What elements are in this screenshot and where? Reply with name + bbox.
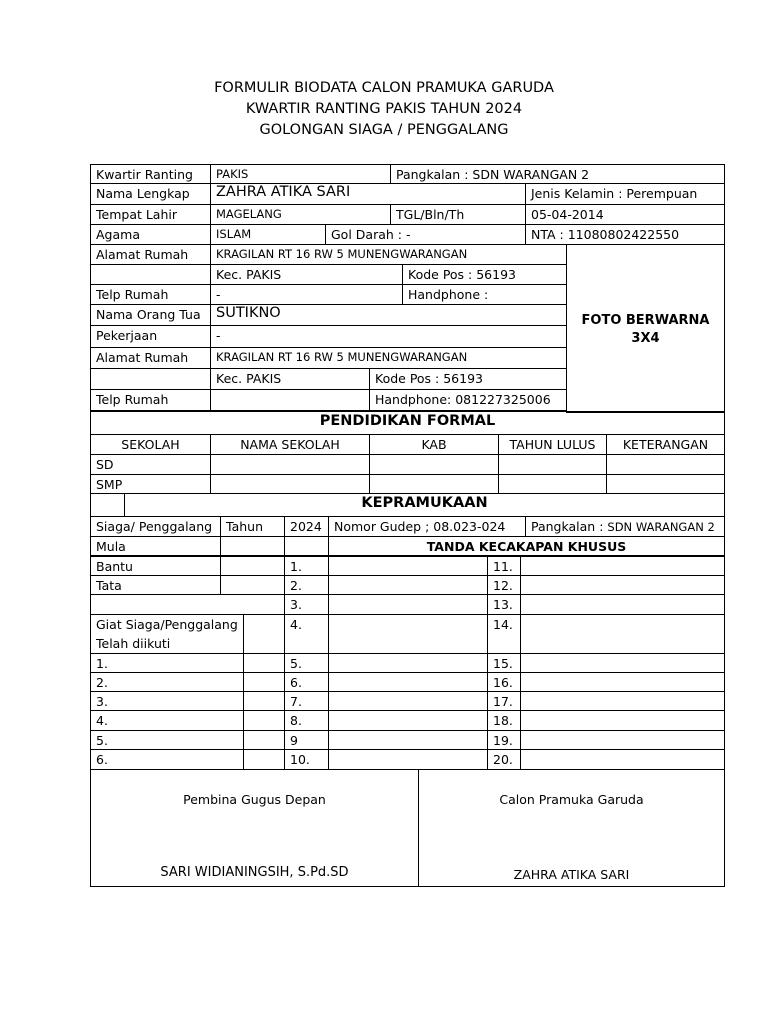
tingkat-bantu: Bantu	[90, 556, 221, 576]
telp-ortu-label: Telp Rumah	[90, 389, 211, 411]
nama-orang-tua-label: Nama Orang Tua	[90, 304, 211, 326]
tkk-number: 16.	[487, 672, 521, 692]
tkk-number: 13.	[487, 594, 521, 615]
tingkat-tahun	[220, 556, 285, 576]
nomor-gudep-field: Nomor Gudep ; 08.023-024	[328, 516, 526, 537]
tkk-entry	[520, 575, 725, 595]
tempat-lahir-value: MAGELANG	[210, 204, 391, 225]
tahun-label: Tahun	[220, 516, 285, 537]
giat-item: 1.	[90, 653, 244, 673]
smp-keterangan	[606, 474, 725, 494]
mula-extra	[284, 536, 329, 556]
giat-item: 4.	[90, 710, 244, 731]
photo-box	[566, 244, 725, 413]
row-sd-label: SD	[90, 454, 211, 475]
signature-box-pembina	[90, 769, 419, 887]
col-tahun-lulus: TAHUN LULUS	[498, 434, 607, 455]
tkk-entry	[520, 672, 725, 692]
alamat-rumah-value: KRAGILAN RT 16 RW 5 MUNENGWARANGAN	[210, 244, 567, 265]
pangkalan-kep-field	[525, 516, 725, 537]
kecamatan-ortu-field: Kec. PAKIS	[210, 368, 370, 390]
tkk-entry	[520, 749, 725, 770]
pekerjaan-value: -	[210, 325, 567, 348]
giat-tahun	[243, 710, 285, 731]
tkk-entry	[520, 594, 725, 615]
giat-item: 5.	[90, 730, 244, 750]
jenis-kelamin-field: Jenis Kelamin : Perempuan	[525, 183, 725, 205]
tkk-number: 9	[284, 730, 329, 750]
tkk-number: 18.	[487, 710, 521, 731]
pendidikan-formal-title: PENDIDIKAN FORMAL	[90, 411, 725, 435]
kode-pos-ortu-field: Kode Pos : 56193	[369, 368, 567, 390]
tkk-number: 14.	[487, 614, 521, 654]
agama-value: ISLAM	[210, 224, 326, 245]
giat-item: 6.	[90, 749, 244, 770]
nama-lengkap-label: Nama Lengkap	[90, 183, 211, 205]
tkk-number: 2.	[284, 575, 329, 595]
tkk-number: 17.	[487, 691, 521, 711]
photo-label-2: 3X4	[631, 330, 660, 346]
kepramukaan-spacer	[90, 493, 125, 517]
tkk-entry	[328, 653, 488, 673]
sd-nama-sekolah	[210, 454, 370, 475]
tkk-entry	[328, 614, 488, 654]
telp-rumah-label: Telp Rumah	[90, 284, 211, 305]
row-smp-label: SMP	[90, 474, 211, 494]
pangkalan-kep-label: Pangkalan :	[531, 519, 604, 534]
giat-tahun	[243, 653, 285, 673]
tingkat-tata: Tata	[90, 575, 221, 595]
giat-tahun	[243, 749, 285, 770]
col-kab: KAB	[369, 434, 499, 455]
col-nama-sekolah: NAMA SEKOLAH	[210, 434, 370, 455]
pekerjaan-label: Pekerjaan	[90, 325, 211, 348]
agama-label: Agama	[90, 224, 211, 245]
photo-label-1: FOTO BERWARNA	[581, 312, 710, 328]
nta-field: NTA : 11080802422550	[525, 224, 725, 245]
tahun-value: 2024	[284, 516, 329, 537]
tkk-number: 7.	[284, 691, 329, 711]
handphone-ortu-field: Handphone: 081227325006	[369, 389, 567, 411]
pangkalan-kep-value: SDN WARANGAN 2	[607, 520, 715, 534]
giat-tahun	[243, 614, 285, 654]
calon-name: ZAHRA ATIKA SARI	[513, 867, 630, 882]
col-sekolah: SEKOLAH	[90, 434, 211, 455]
alamat-rumah-label: Alamat Rumah	[90, 244, 211, 265]
alamat-ortu-label: Alamat Rumah	[90, 347, 211, 369]
kec-label-cell	[90, 264, 211, 285]
tkk-number: 1.	[284, 556, 329, 576]
tkk-entry	[328, 556, 488, 576]
tkk-number: 5.	[284, 653, 329, 673]
kwartir-ranting-label: Kwartir Ranting	[90, 164, 211, 184]
pembina-name: SARI WIDIANINGSIH, S.Pd.SD	[160, 865, 349, 880]
handphone-field: Handphone :	[402, 284, 567, 305]
tgl-label: TGL/Bln/Th	[390, 204, 526, 225]
sd-keterangan	[606, 454, 725, 475]
tkk-entry	[328, 730, 488, 750]
tkk-number: 8.	[284, 710, 329, 731]
telp-ortu-value	[210, 389, 370, 411]
tkk-number: 4.	[284, 614, 329, 654]
tkk-entry	[328, 691, 488, 711]
pangkalan-field: Pangkalan : SDN WARANGAN 2	[390, 164, 725, 184]
giat-item: 2.	[90, 672, 244, 692]
pembina-title: Pembina Gugus Depan	[183, 792, 326, 807]
signature-box-calon	[418, 769, 725, 887]
sd-tahun-lulus	[498, 454, 607, 475]
tkk-number: 20.	[487, 749, 521, 770]
tkk-number: 15.	[487, 653, 521, 673]
giat-tahun	[243, 672, 285, 692]
giat-label: Giat Siaga/Penggalang Telah diikuti	[90, 614, 244, 654]
tkk-entry	[520, 614, 725, 654]
tkk-entry	[328, 749, 488, 770]
tkk-number: 12.	[487, 575, 521, 595]
calon-title: Calon Pramuka Garuda	[499, 792, 644, 807]
tkk-entry	[328, 710, 488, 731]
giat-item: 3.	[90, 691, 244, 711]
nama-orang-tua-value: SUTIKNO	[210, 304, 567, 326]
tkk-entry	[520, 730, 725, 750]
kecamatan-field: Kec. PAKIS	[210, 264, 403, 285]
header-title-2: KWARTIR RANTING PAKIS TAHUN 2024	[245, 101, 523, 117]
tingkat-mula: Mula	[90, 536, 221, 556]
tkk-number: 3.	[284, 594, 329, 615]
tkk-number: 11.	[487, 556, 521, 576]
header-title-3: GOLONGAN SIAGA / PENGGALANG	[259, 122, 509, 138]
kode-pos-field: Kode Pos : 56193	[402, 264, 567, 285]
giat-tahun	[243, 691, 285, 711]
tkk-number: 19.	[487, 730, 521, 750]
alamat-ortu-value: KRAGILAN RT 16 RW 5 MUNENGWARANGAN	[210, 347, 567, 369]
tkk-entry	[328, 672, 488, 692]
kepramukaan-title: KEPRAMUKAAN	[124, 493, 725, 517]
mula-tahun	[220, 536, 285, 556]
sd-kab	[369, 454, 499, 475]
tgl-value: 05-04-2014	[525, 204, 725, 225]
tkk-entry	[328, 575, 488, 595]
kec-ortu-label-cell	[90, 368, 211, 390]
siaga-penggalang-label: Siaga/ Penggalang	[90, 516, 221, 537]
tingkat-blank	[90, 594, 285, 615]
tkk-entry	[520, 691, 725, 711]
col-keterangan: KETERANGAN	[606, 434, 725, 455]
kwartir-ranting-value: PAKIS	[210, 164, 391, 184]
tkk-entry	[520, 556, 725, 576]
tkk-entry	[520, 653, 725, 673]
tkk-number: 6.	[284, 672, 329, 692]
smp-kab	[369, 474, 499, 494]
smp-nama-sekolah	[210, 474, 370, 494]
tkk-title: TANDA KECAKAPAN KHUSUS	[328, 536, 725, 556]
form-header	[0, 78, 768, 141]
tkk-entry	[328, 594, 488, 615]
tingkat-tahun	[220, 575, 285, 595]
tempat-lahir-label: Tempat Lahir	[90, 204, 211, 225]
giat-tahun	[243, 730, 285, 750]
header-title-1: FORMULIR BIODATA CALON PRAMUKA GARUDA	[214, 80, 554, 96]
tkk-entry	[520, 710, 725, 731]
gol-darah-field: Gol Darah : -	[325, 224, 526, 245]
tkk-number: 10.	[284, 749, 329, 770]
smp-tahun-lulus	[498, 474, 607, 494]
nama-lengkap-value: ZAHRA ATIKA SARI	[210, 183, 526, 205]
telp-rumah-value: -	[210, 284, 403, 305]
